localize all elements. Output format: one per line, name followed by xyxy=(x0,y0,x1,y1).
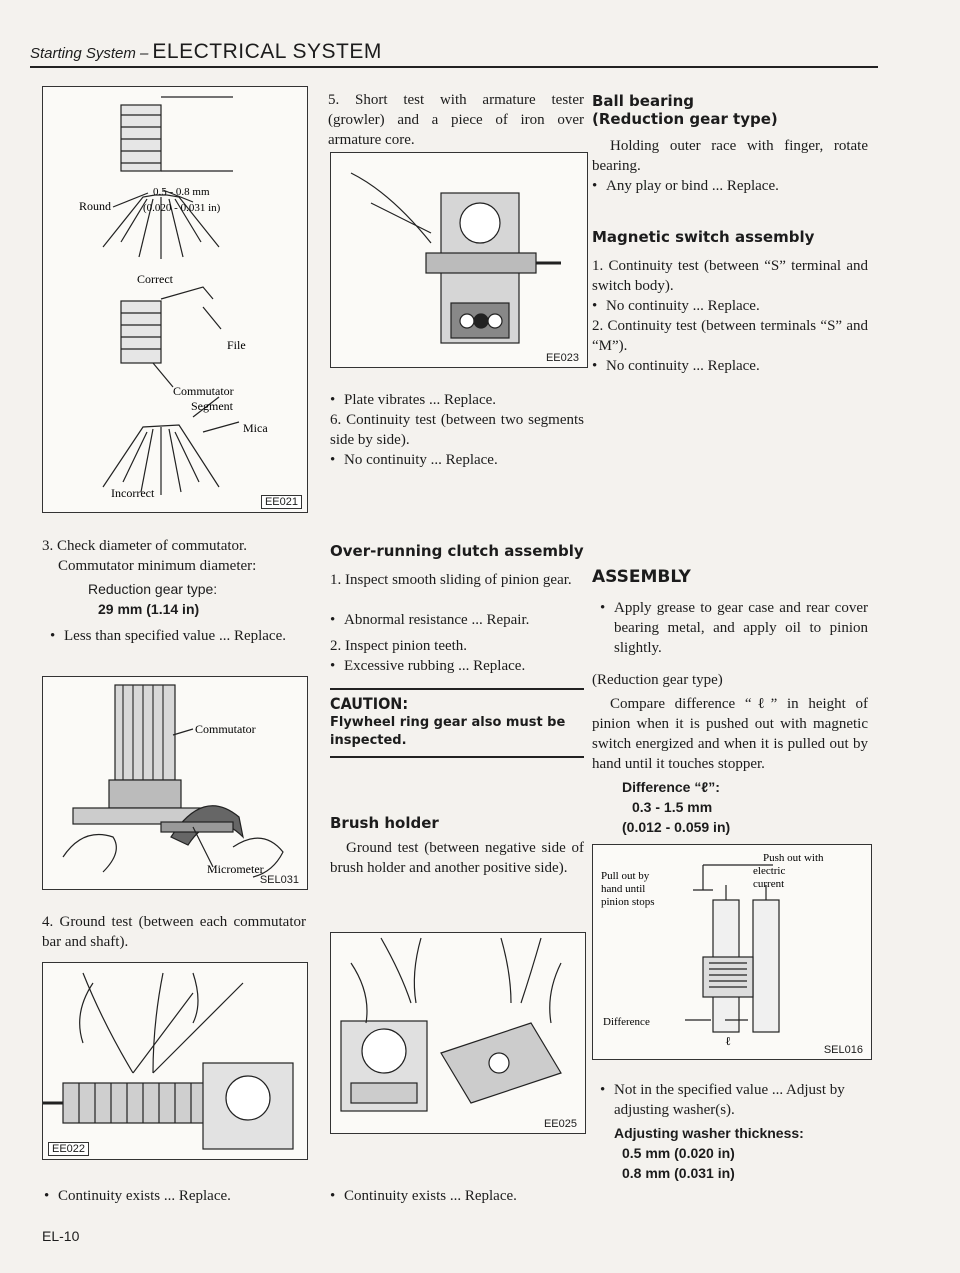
page-header xyxy=(30,40,880,64)
label-file: File xyxy=(227,338,246,352)
label-round: Round xyxy=(79,199,112,213)
bullet-abnormal-resistance: • Abnormal resistance ... Repair. xyxy=(344,610,584,630)
header-rule xyxy=(30,66,878,68)
mag-step-2: 2. Continuity test (between terminals “S” and “M”). xyxy=(592,318,868,354)
step-3: 3. Check diameter of commutator. xyxy=(42,538,247,554)
caution-text: Flywheel ring gear also must be inspected. xyxy=(330,715,566,748)
heading-magnetic-switch: Magnetic switch assembly xyxy=(592,228,815,246)
label-incorrect: Incorrect xyxy=(111,486,155,500)
brush-holder-figure xyxy=(330,932,586,1134)
spec-value: 29 mm (1.14 in) xyxy=(98,601,200,617)
figure-code: SEL016 xyxy=(823,1044,863,1056)
step-4: 4. Ground test (between each commutator bar and shaft). xyxy=(42,914,306,950)
label-micrometer: Micrometer xyxy=(207,862,264,876)
figure-code: SEL031 xyxy=(259,874,299,886)
label-difference: Difference xyxy=(603,1016,650,1028)
difference-value-in: (0.012 - 0.059 in) xyxy=(622,819,731,835)
reduction-text: Compare difference “ℓ” in height of pinion when it is pushed out with magnetic switch energized and when it is pulled out by hand until it touches stopper. xyxy=(592,696,868,772)
growler-figure xyxy=(330,152,588,368)
heading-ball-bearing: Ball bearing xyxy=(592,92,695,110)
overrun-step-1: 1. Inspect smooth sliding of pinion gear. xyxy=(330,572,572,588)
figure-code: EE023 xyxy=(545,352,579,364)
heading-over-running-clutch: Over-running clutch assembly xyxy=(330,542,584,560)
difference-value-mm: 0.3 - 1.5 mm xyxy=(632,799,713,815)
figure-code: EE021 xyxy=(261,495,302,509)
step-5: 5. Short test with armature tester (growler) and a piece of iron over armature core. xyxy=(328,92,584,148)
bullet-less-than: • Less than specified value ... Replace. xyxy=(64,626,300,646)
caution-title: CAUTION: xyxy=(330,694,409,713)
label-push-out: Push out with electric current xyxy=(753,852,824,890)
bullet-mag-no-continuity-2: • No continuity ... Replace. xyxy=(606,356,868,376)
washer-05: 0.5 mm (0.020 in) xyxy=(622,1145,735,1161)
difference-label: Difference “ℓ”: xyxy=(622,779,720,795)
overrun-step-2: 2. Inspect pinion teeth. xyxy=(330,638,468,654)
label-ell: ℓ xyxy=(725,1034,731,1048)
label-mica: Mica xyxy=(243,421,268,435)
mag-step-1: 1. Continuity test (between “S” terminal and switch body). xyxy=(592,258,868,294)
washer-label: Adjusting washer thickness: xyxy=(614,1125,804,1141)
caution-box xyxy=(330,688,584,758)
step-3-sub: Commutator minimum diameter: xyxy=(58,558,257,574)
pinion-difference-figure xyxy=(592,844,872,1060)
step-6: 6. Continuity test (between two segments side by side). xyxy=(330,412,584,448)
bullet-no-continuity: • No continuity ... Replace. xyxy=(344,450,584,470)
section-name: Starting System – xyxy=(30,45,149,62)
spec-label: Reduction gear type: xyxy=(88,581,218,597)
ball-bearing-text: Holding outer race with finger, rotate bearing. xyxy=(592,138,868,174)
bullet-continuity-exists: • Continuity exists ... Replace. xyxy=(58,1186,308,1206)
bullet-plate-vibrates: • Plate vibrates ... Replace. xyxy=(344,390,584,410)
label-dim1: 0.5 - 0.8 mm xyxy=(153,186,210,198)
ground-test-figure xyxy=(42,962,308,1160)
chapter-title: ELECTRICAL SYSTEM xyxy=(152,40,382,63)
bullet-not-in-spec: • Not in the specified value ... Adjust by adjusting washer(s). xyxy=(614,1080,868,1120)
brush-holder-text: Ground test (between negative side of brush holder and another positive side). xyxy=(330,840,584,876)
label-commutator: Commutator xyxy=(195,722,256,736)
label-segment: Segment xyxy=(191,399,233,413)
washer-08: 0.8 mm (0.031 in) xyxy=(622,1165,735,1181)
figure-code: EE022 xyxy=(48,1142,89,1156)
label-correct: Correct xyxy=(137,272,173,286)
figure-code: EE025 xyxy=(543,1118,577,1130)
bullet-play-or-bind: • Any play or bind ... Replace. xyxy=(606,176,868,196)
label-commutator: Commutator xyxy=(173,384,234,398)
label-pull-out: Pull out by hand until pinion stops xyxy=(601,870,655,908)
heading-reduction-gear: (Reduction gear type) xyxy=(592,672,723,688)
bullet-continuity-exists: • Continuity exists ... Replace. xyxy=(344,1186,584,1206)
page-number: EL-10 xyxy=(42,1228,80,1244)
heading-brush-holder: Brush holder xyxy=(330,814,439,832)
micrometer-figure xyxy=(42,676,308,890)
label-dim2: (0.020 - 0.031 in) xyxy=(143,202,221,214)
bullet-excessive-rubbing: • Excessive rubbing ... Replace. xyxy=(344,656,584,676)
heading-assembly: ASSEMBLY xyxy=(592,567,691,587)
bullet-mag-no-continuity-1: • No continuity ... Replace. xyxy=(606,296,868,316)
commutator-undercut-figure xyxy=(42,86,308,513)
heading-ball-bearing-type: (Reduction gear type) xyxy=(592,110,778,128)
bullet-apply-grease: • Apply grease to gear case and rear cover bearing metal, and apply oil to pinion slightly. xyxy=(614,598,868,658)
